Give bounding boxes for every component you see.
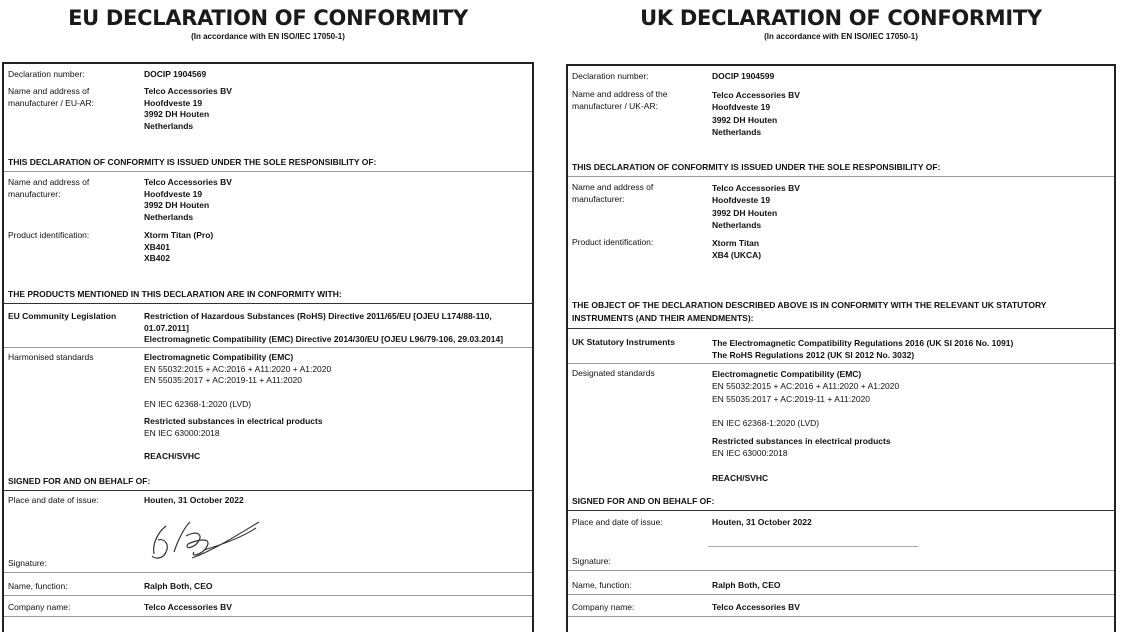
- signed-heading: SIGNED FOR AND ON BEHALF OF:: [8, 476, 151, 486]
- conformity-heading: THE OBJECT OF THE DECLARATION DESCRIBED ABOVE IS IN CONFORMITY WITH THE RELEVANT UK STATUTORY INSTRUMENTS (AND THEIR AMENDMENTS):: [572, 300, 1047, 323]
- divider: [4, 595, 532, 596]
- divider: [568, 176, 1114, 177]
- divider: [568, 510, 1114, 511]
- signed-heading: SIGNED FOR AND ON BEHALF OF:: [572, 496, 715, 506]
- name-label: Name, function:: [8, 581, 68, 591]
- place-date: Houten, 31 October 2022: [144, 495, 244, 505]
- divider: [568, 328, 1114, 329]
- uk-form-box: [566, 64, 1116, 632]
- responsibility-heading: THIS DECLARATION OF CONFORMITY IS ISSUED UNDER THE SOLE RESPONSIBILITY OF:: [8, 157, 377, 167]
- standards-label: Designated standards: [572, 368, 655, 378]
- eu-subtitle: (In accordance with EN ISO/IEC 17050-1): [191, 32, 345, 41]
- place-label: Place and date of issue:: [8, 495, 99, 505]
- signature-label: Signature:: [572, 556, 611, 566]
- signature-line: [708, 546, 918, 547]
- manufacturer-label: Name and address of manufacturer:: [8, 177, 90, 199]
- divider: [568, 570, 1114, 571]
- manufacturer-ar-address: Telco Accessories BV Hoofdveste 19 3992 DH Houten Netherlands: [144, 86, 232, 131]
- manufacturer-address: Telco Accessories BV Hoofdveste 19 3992 DH Houten Netherlands: [144, 177, 232, 222]
- standards-list: Electromagnetic Compatibility (EMC) EN 55032:2015 + AC:2016 + A11:2020 + A1:2020 EN 55035:2017 + AC:2019-11 + A11:2020 EN IEC 62368-1:2020 (LVD) Restricted substances in electrical products EN IEC 63000:2018 REACH/SVHC: [144, 352, 332, 461]
- divider: [4, 171, 532, 172]
- standards-list: Electromagnetic Compatibility (EMC) EN 55032:2015 + AC:2016 + A11:2020 + A1:2020 EN 55035:2017 + AC:2019-11 + A11:2020 EN IEC 62368-1:2020 (LVD) Restricted substances in electrical products EN IEC 63000:2018 REACH/SVHC: [712, 369, 900, 483]
- name-label: Name, function:: [572, 580, 632, 590]
- divider: [568, 616, 1114, 617]
- legislation-label: EU Community Legislation: [8, 311, 117, 321]
- manufacturer-ar-label: Name and address of the manufacturer / UK-AR:: [572, 89, 668, 111]
- declaration-number-label: Declaration number:: [8, 69, 85, 79]
- divider: [4, 490, 532, 491]
- uk-declaration: [566, 0, 1116, 612]
- signature-image: [144, 514, 269, 564]
- declaration-number: DOCIP 1904569: [144, 69, 207, 79]
- instruments-list: The Electromagnetic Compatibility Regulations 2016 (UK SI 2016 No. 1091) The RoHS Regulations 2012 (UK SI 2012 No. 3032): [712, 338, 1014, 361]
- company-name: Telco Accessories BV: [712, 602, 800, 612]
- company-label: Company name:: [572, 602, 635, 612]
- product-label: Product identification:: [572, 237, 654, 247]
- standards-label: Harmonised standards: [8, 352, 94, 362]
- legislation-list: Restriction of Hazardous Substances (RoHS) Directive 2011/65/EU [OJEU L174/88-110, 01.07.2011] Electromagnetic Compatibility (EMC) Directive 2014/30/EU [OJEU L96/79-106, 29.03.2014]: [144, 311, 504, 344]
- declaration-number-label: Declaration number:: [572, 71, 649, 81]
- product-label: Product identification:: [8, 230, 90, 240]
- divider: [4, 572, 532, 573]
- company-label: Company name:: [8, 602, 71, 612]
- place-label: Place and date of issue:: [572, 517, 663, 527]
- eu-form-box: [2, 62, 534, 632]
- signatory-name: Ralph Both, CEO: [712, 580, 781, 590]
- divider: [4, 303, 532, 304]
- divider: [568, 594, 1114, 595]
- product-identification: Xtorm Titan XB4 (UKCA): [712, 238, 762, 261]
- divider: [4, 616, 532, 617]
- eu-declaration: [2, 0, 534, 612]
- uk-subtitle: (In accordance with EN ISO/IEC 17050-1): [764, 32, 918, 41]
- manufacturer-label: Name and address of manufacturer:: [572, 182, 654, 204]
- conformity-heading: THE PRODUCTS MENTIONED IN THIS DECLARATION ARE IN CONFORMITY WITH:: [8, 289, 342, 299]
- declaration-number: DOCIP 1904599: [712, 71, 775, 81]
- manufacturer-ar-label: Name and address of manufacturer / EU-AR:: [8, 86, 94, 108]
- product-identification: Xtorm Titan (Pro) XB401 XB402: [144, 230, 214, 263]
- place-date: Houten, 31 October 2022: [712, 517, 812, 527]
- manufacturer-address: Telco Accessories BV Hoofdveste 19 3992 DH Houten Netherlands: [712, 183, 800, 230]
- divider: [4, 347, 532, 348]
- manufacturer-ar-address: Telco Accessories BV Hoofdveste 19 3992 DH Houten Netherlands: [712, 90, 800, 137]
- company-name: Telco Accessories BV: [144, 602, 232, 612]
- divider: [568, 363, 1114, 364]
- signature-label: Signature:: [8, 558, 47, 568]
- uk-title: UK DECLARATION OF CONFORMITY: [640, 6, 1042, 30]
- eu-title: EU DECLARATION OF CONFORMITY: [68, 6, 468, 30]
- signatory-name: Ralph Both, CEO: [144, 581, 213, 591]
- responsibility-heading: THIS DECLARATION OF CONFORMITY IS ISSUED UNDER THE SOLE RESPONSIBILITY OF:: [572, 162, 941, 172]
- instruments-label: UK Statutory Instruments: [572, 337, 675, 347]
